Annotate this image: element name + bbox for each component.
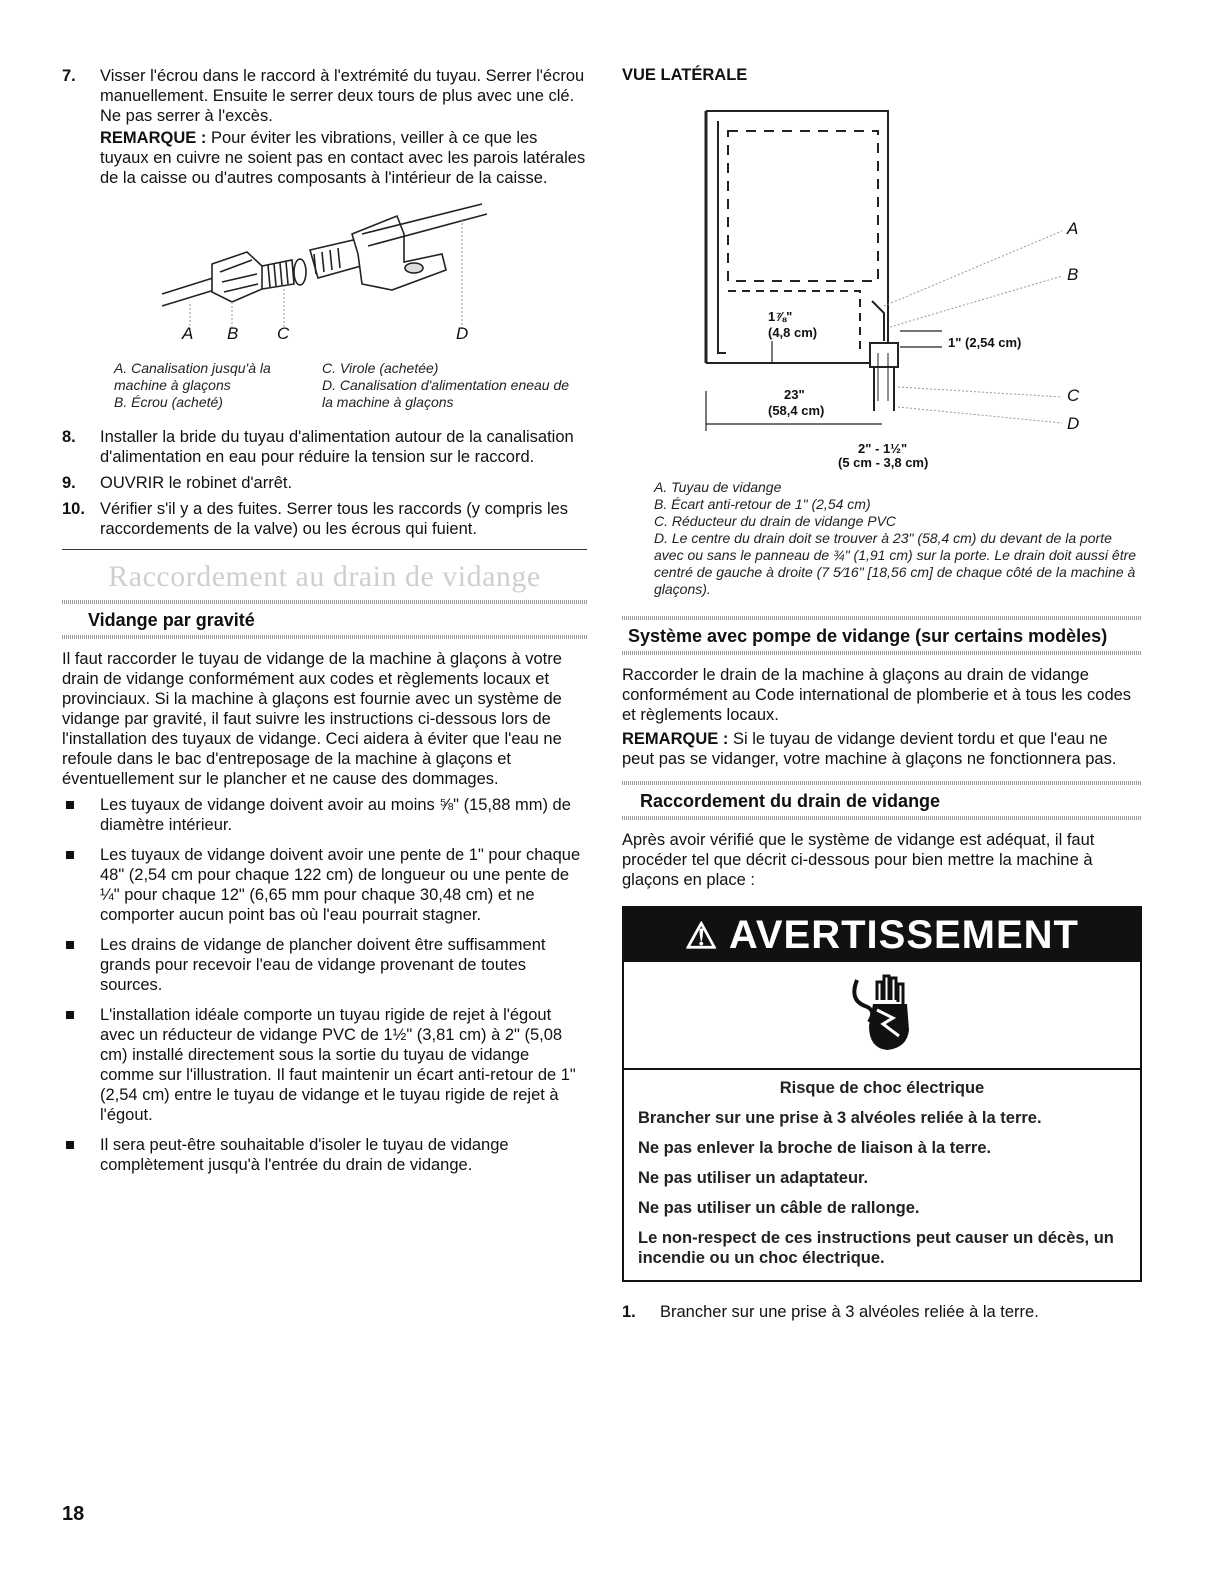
caption-b: B. Écrou (acheté) <box>114 394 223 410</box>
step-text: Visser l'écrou dans le raccord à l'extrémité du tuyau. Serrer l'écrou manuellement. Ensuite le serrer deux tours de plus avec une clé. Ne pas serrer à l'excès. <box>100 67 585 125</box>
warning-triangle-icon: ⚠ <box>685 915 719 956</box>
step-text: Brancher sur une prise à 3 alvéoles reliée à la terre. <box>660 1303 1039 1321</box>
dim-gap-inches: 1⅞" <box>768 309 793 324</box>
step-8 <box>62 427 587 467</box>
gravity-bullets <box>62 795 587 1175</box>
caption-b: B. Écart anti-retour de 1" (2,54 cm) <box>654 496 871 512</box>
dim-airgap: 1" (2,54 cm) <box>948 335 1022 350</box>
step-number: 10. <box>62 500 85 518</box>
bullet-item: Les tuyaux de vidange doivent avoir une pente de 1" pour chaque 48" (2,54 cm pour chaque 122 cm) de longueur ou une pente de ¼" pour chaque 12" (6,65 mm pour chaque 30,48 cm) et ne comporter aucun point bas où l'eau pourrait stagner. <box>62 845 587 925</box>
fig1-captions <box>114 360 587 411</box>
bullet-item: Il sera peut-être souhaitable d'isoler le tuyau de vidange complètement jusqu'à l'entrée du drain de vidange. <box>62 1135 587 1175</box>
warning-line: Ne pas utiliser un câble de rallonge. <box>638 1199 920 1217</box>
step-number: 8. <box>62 428 76 446</box>
connect-heading: Raccordement du drain de vidange <box>640 791 941 811</box>
bullet-item: Les drains de vidange de plancher doivent être suffisamment grands pour recevoir l'eau de vidange provenant de toutes sources. <box>62 935 587 995</box>
heading-rule <box>622 781 1142 785</box>
pipe-fitting-illustration <box>62 194 587 344</box>
diagram-label-d: D <box>1067 414 1080 433</box>
warning-line: Ne pas enlever la broche de liaison à la terre. <box>638 1139 992 1157</box>
caption-d: D. Le centre du drain doit se trouver à 23" (58,4 cm) du devant de la porte avec ou sans le panneau de ¾" (1,91 cm) sur la porte. Le drain doit aussi être centré de gauche à droite (7 5⁄16" [18,56 cm] de chaque côté de la machine à glaçons). <box>654 530 1137 597</box>
side-view-title: VUE LATÉRALE <box>622 66 748 84</box>
gravity-intro: Il faut raccorder le tuyau de vidange de la machine à glaçons à votre drain de vidange conformément aux codes et règlements locaux et provinciaux. Si la machine à glaçons est fournie avec un système de vidange par gravité, il faut suivre les instructions ci-dessous lors de l'installation des tuyaux de vidange. Ceci aidera à éviter que l'eau ne refoule dans le bac d'entreposage de la machine à glaçons et éventuellement sur le plancher et ne cause des dommages. <box>62 650 562 788</box>
step-1 <box>622 1302 1142 1322</box>
step-text: Vérifier s'il y a des fuites. Serrer tous les raccords (y compris les raccordements de la valve) ou les écrous qui fuient. <box>100 500 569 538</box>
heading-rule <box>622 651 1142 655</box>
note-text: Si le tuyau de vidange devient tordu et que l'eau ne peut pas se vidanger, votre machine à glaçons ne fonctionnera pas. <box>622 730 1117 768</box>
note-label: REMARQUE : <box>622 730 729 748</box>
warning-line: Le non-respect de ces instructions peut causer un décès, un incendie ou un choc électrique. <box>638 1229 1114 1267</box>
left-column <box>62 66 587 1185</box>
right-column <box>622 66 1142 1328</box>
bullet-item: Les tuyaux de vidange doivent avoir au moins ⅝" (15,88 mm) de diamètre intérieur. <box>62 795 587 835</box>
warning-text <box>624 1070 1140 1280</box>
step-text: OUVRIR le robinet d'arrêt. <box>100 474 293 492</box>
note <box>100 128 587 188</box>
diagram-label-c: C <box>1067 386 1080 405</box>
section-divider <box>62 549 587 550</box>
electric-shock-icon <box>847 970 917 1060</box>
fig1-label-b: B <box>227 324 239 343</box>
heading-rule <box>622 816 1142 820</box>
dim-gap-cm: (4,8 cm) <box>768 325 818 340</box>
fig1-label-d: D <box>456 324 469 343</box>
note-text: Pour éviter les vibrations, veiller à ce que les tuyaux en cuivre ne soient pas en contact avec les parois latérales de la caisse ou d'autres composants à l'intérieur de la caisse. <box>100 129 586 187</box>
step-text: Installer la bride du tuyau d'alimentation autour de la canalisation d'alimentation en eau pour réduire la tension sur le raccord. <box>100 428 574 466</box>
caption-a: A. Tuyau de vidange <box>654 479 782 495</box>
bullet-item: L'installation idéale comporte un tuyau rigide de rejet à l'égout avec un réducteur de vidange PVC de 1½" (3,81 cm) à 2" (5,08 cm) installé directement sous la sortie du tuyau de vidange comme sur l'illustration. Il faut maintenir un écart anti-retour de 1" (2,54 cm) entre le tuyau de vidange et le tuyau rigide de rejet à l'égout. <box>62 1005 587 1125</box>
warning-box <box>622 906 1142 1282</box>
step-number: 1. <box>622 1303 636 1321</box>
warning-risk: Risque de choc électrique <box>779 1079 985 1097</box>
side-view-captions <box>654 479 1142 598</box>
caption-a: A. Canalisation jusqu'à la machine à glaçons <box>114 360 271 393</box>
steps-8-10 <box>62 427 587 539</box>
pump-heading: Système avec pompe de vidange (sur certains modèles) <box>628 626 1108 646</box>
dim-depth-inches: 23" <box>784 387 805 402</box>
caption-c: C. Virole (achetée) <box>322 360 439 376</box>
step-7 <box>62 66 587 188</box>
warning-line: Ne pas utiliser un adaptateur. <box>638 1169 869 1187</box>
note-label: REMARQUE : <box>100 129 207 147</box>
warning-header <box>624 908 1140 962</box>
caption-c: C. Réducteur du drain de vidange PVC <box>654 513 897 529</box>
side-view-diagram <box>622 91 1142 471</box>
step-10 <box>62 499 587 539</box>
gravity-heading: Vidange par gravité <box>88 610 255 630</box>
fig1-label-c: C <box>277 324 290 343</box>
warning-title: AVERTISSEMENT <box>728 913 1079 957</box>
heading-rule <box>622 616 1142 620</box>
drain-side-view-illustration <box>622 91 1142 471</box>
pump-text: Raccorder le drain de la machine à glaçons au drain de vidange conformément au Code international de plomberie et à tous les codes et règlements locaux. <box>622 666 1132 724</box>
dim-pipe-inches: 2" - 1½" <box>858 441 908 456</box>
diagram-label-b: B <box>1067 265 1079 284</box>
dim-depth-cm: (58,4 cm) <box>768 403 825 418</box>
shock-hazard-area <box>624 962 1140 1070</box>
step-number: 9. <box>62 474 76 492</box>
step-number: 7. <box>62 67 76 85</box>
heading-rule <box>62 600 587 604</box>
dim-pipe-cm: (5 cm - 3,8 cm) <box>838 455 929 470</box>
heading-rule <box>62 635 587 639</box>
warning-line: Brancher sur une prise à 3 alvéoles reliée à la terre. <box>638 1109 1042 1127</box>
diagram-label-a: A <box>1067 219 1079 238</box>
caption-d: D. Canalisation d'alimentation eneau de la machine à glaçons <box>322 377 570 410</box>
section-title: Raccordement au drain de vidange <box>108 560 541 593</box>
step-9 <box>62 473 587 493</box>
connect-text: Après avoir vérifié que le système de vidange est adéquat, il faut procéder tel que décrit ci-dessous pour bien mettre la machine à glaçons en place : <box>622 831 1095 889</box>
page-number: 18 <box>62 1503 85 1525</box>
pump-note <box>622 729 1142 769</box>
pipe-fitting-figure <box>62 194 587 344</box>
fig1-label-a: A <box>182 324 194 343</box>
